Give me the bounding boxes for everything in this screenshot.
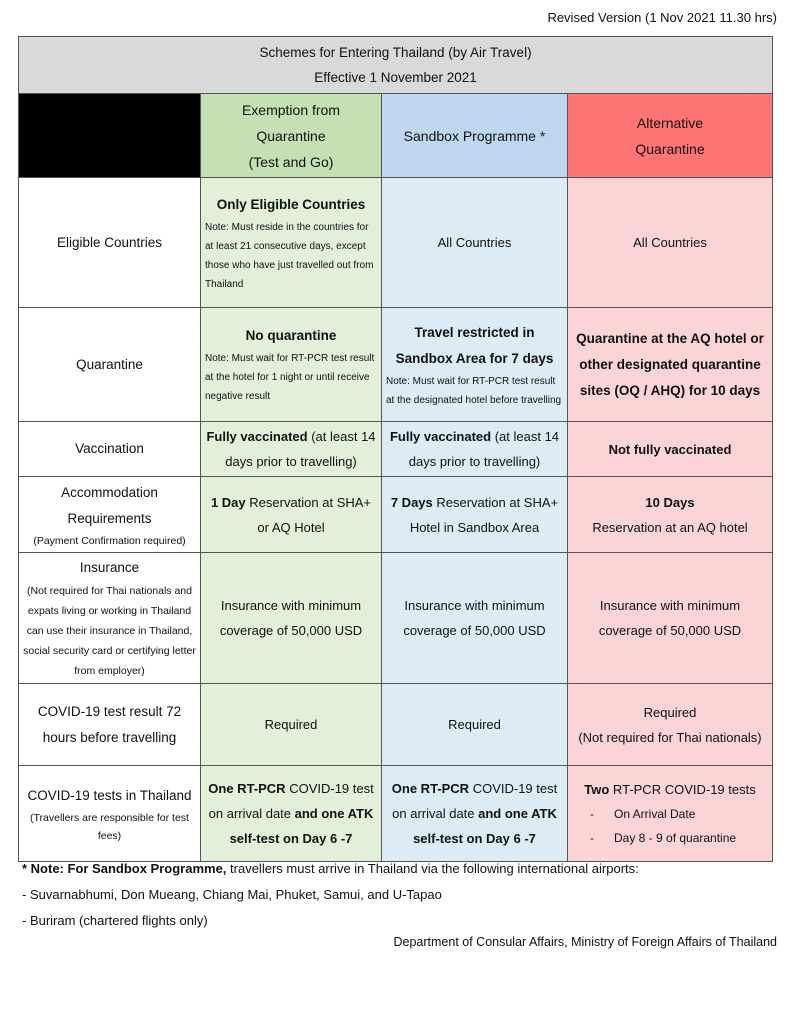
revised-version: Revised Version (1 Nov 2021 11.30 hrs): [547, 10, 777, 25]
cell-covid-tests-tg: One RT-PCR COVID-19 test on arrival date and one ATK self-test on Day 6 -7: [201, 766, 382, 862]
label-vaccination: Vaccination: [19, 422, 201, 477]
footnotes: [22, 856, 772, 934]
cell-accommodation-aq: 10 Days Reservation at an AQ hotel: [568, 477, 773, 553]
footnote-sandbox: * Note: For Sandbox Programme, travellers must arrive in Thailand via the following international airports:: [22, 861, 639, 876]
cell-accommodation-sb: 7 Days Reservation at SHA+ Hotel in Sandbox Area: [382, 477, 568, 553]
footer-department: Department of Consular Affairs, Ministry of Foreign Affairs of Thailand: [393, 935, 777, 949]
title-row: [19, 37, 773, 94]
row-covid-result: [19, 684, 773, 766]
row-covid-tests: [19, 766, 773, 862]
row-accommodation: [19, 477, 773, 553]
cell-insurance-aq: Insurance with minimum coverage of 50,000 USD: [568, 553, 773, 684]
header-alternative-quarantine: Alternative Quarantine: [568, 94, 773, 178]
list-item: - Day 8 - 9 of quarantine: [590, 831, 737, 845]
cell-insurance-sb: Insurance with minimum coverage of 50,000 USD: [382, 553, 568, 684]
cell-eligible-tg: Only Eligible Countries Note: Must reside in the countries for at least 21 consecutive days, except those who have just travelled out from Thailand: [201, 178, 382, 308]
cell-eligible-sb: All Countries: [382, 178, 568, 308]
schemes-table: [18, 36, 773, 862]
cell-quarantine-tg: No quarantine Note: Must wait for RT-PCR test result at the hotel for 1 night or until receive negative result: [201, 308, 382, 422]
cell-quarantine-aq: Quarantine at the AQ hotel or other designated quarantine sites (OQ / AHQ) for 10 days: [568, 308, 773, 422]
cell-insurance-tg: Insurance with minimum coverage of 50,000 USD: [201, 553, 382, 684]
table-title: Schemes for Entering Thailand (by Air Travel) Effective 1 November 2021: [19, 37, 773, 94]
label-covid-result: COVID-19 test result 72 hours before travelling: [19, 684, 201, 766]
footnote-buriram: - Buriram (chartered flights only): [22, 913, 208, 928]
cell-covid-tests-aq: Two RT-PCR COVID-19 tests - On Arrival Date - Day 8 - 9 of quarantine: [568, 766, 773, 862]
row-quarantine: [19, 308, 773, 422]
cell-covid-result-tg: Required: [201, 684, 382, 766]
footnote-airports: - Suvarnabhumi, Don Mueang, Chiang Mai, Phuket, Samui, and U-Tapao: [22, 887, 442, 902]
row-eligible: [19, 178, 773, 308]
header-row: [19, 94, 773, 178]
row-insurance: [19, 553, 773, 684]
cell-accommodation-tg: 1 Day Reservation at SHA+ or AQ Hotel: [201, 477, 382, 553]
header-test-and-go: Exemption from Quarantine (Test and Go): [201, 94, 382, 178]
list-item: - On Arrival Date: [590, 807, 696, 821]
label-quarantine: Quarantine: [19, 308, 201, 422]
label-covid-tests: COVID-19 tests in Thailand (Travellers are responsible for test fees): [19, 766, 201, 862]
cell-vaccination-tg: Fully vaccinated (at least 14 days prior to travelling): [201, 422, 382, 477]
label-eligible: Eligible Countries: [19, 178, 201, 308]
cell-covid-tests-sb: One RT-PCR COVID-19 test on arrival date and one ATK self-test on Day 6 -7: [382, 766, 568, 862]
cell-covid-result-sb: Required: [382, 684, 568, 766]
header-blank: [19, 94, 201, 178]
cell-eligible-aq: All Countries: [568, 178, 773, 308]
cell-vaccination-sb: Fully vaccinated (at least 14 days prior to travelling): [382, 422, 568, 477]
label-insurance: Insurance (Not required for Thai nationals and expats living or working in Thailand can use their insurance in Thailand, social security card or certifying letter from employer): [19, 553, 201, 684]
cell-covid-result-aq: Required (Not required for Thai nationals): [568, 684, 773, 766]
header-sandbox: Sandbox Programme *: [382, 94, 568, 178]
row-vaccination: [19, 422, 773, 477]
cell-quarantine-sb: Travel restricted in Sandbox Area for 7 days Note: Must wait for RT-PCR test result at the designated hotel before travelling: [382, 308, 568, 422]
label-accommodation: Accommodation Requirements (Payment Confirmation required): [19, 477, 201, 553]
cell-vaccination-aq: Not fully vaccinated: [568, 422, 773, 477]
